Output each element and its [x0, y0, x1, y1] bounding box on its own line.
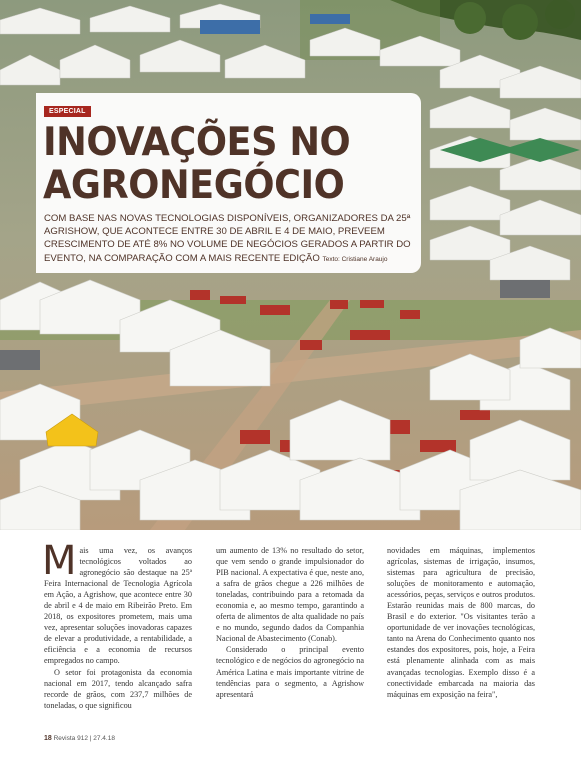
standfirst-text: COM BASE NAS NOVAS TECNOLOGIAS DISPONÍVEIS, ORGANIZADORES DA 25ª AGRISHOW, QUE ACONTECE ENTRE 30 DE ABRIL E 4 DE MAIO, PREVEEM CRESCIMENTO DE ATÉ 8% NO VOLUME DE NEGÓCIOS GERADOS A PARTIR DO EVENTO, NA COMPARAÇÃO COM A MAIS RECENTE EDIÇÃO — [44, 213, 411, 264]
article-column-3 — [387, 545, 535, 700]
article-column-2 — [216, 545, 364, 700]
headline-line-1: INOVAÇÕES NO — [43, 120, 351, 165]
page-number: 18 — [44, 735, 52, 742]
standfirst — [44, 212, 416, 266]
paragraph-text: ais uma vez, os avanços tecnológicos voltados ao agronegócio são destaque na 25ª Feira Internacional de Tecnologia Agrícola em Ação, a Agrishow, que acontece entre 30 de abril e 4 de maio em Ribeirão Preto. Em 2018, os expositores prometem, mais uma vez, apresentar soluções inovadoras capazes de elevar a produtividade, a rentabilidade, a eficiência e a economia de recursos empregados no campo. — [44, 546, 192, 666]
paragraph: novidades em máquinas, implementos agrícolas, sistemas de irrigação, insumos, sistemas para agricultura de precisão, soluções de monitoramento e automação, acessórios, peças, serviços e outros produtos. Estarão reunidas mais de 800 marcas, do Brasil e do exterior. "Os visitantes terão a oportunidade de ver inovações tecnológicas, tanto na Arena do Conhecimento quanto nos estandes dos expositores, pois, hoje, a Feira está plenamente alinhada com as mais avançadas tecnologias. Exemplo disso é a conectividade embarcada na maioria das máquinas em exposição na feira", — [387, 546, 535, 699]
headline — [43, 121, 350, 207]
page-footer — [44, 735, 115, 742]
drop-cap: M — [42, 538, 77, 584]
paragraph: O setor foi protagonista da economia nacional em 2017, tendo alcançado safra recorde de grãos, com 237,7 milhões de toneladas, o que significou — [44, 667, 192, 710]
footer-divider: | — [89, 735, 92, 742]
article-body — [42, 538, 544, 735]
magazine-name: Revista 912 — [53, 735, 88, 742]
article-column-1 — [42, 538, 192, 711]
issue-date: 27.4.18 — [93, 735, 115, 742]
paragraph: um aumento de 13% no resultado do setor, que vem sendo o grande impulsionador do PIB nacional. A expectativa é que, neste ano, a safra de grãos chegue a 226 milhões de toneladas, contribuindo para a retomada da economia e, ao mesmo tempo, garantindo a oferta de alimentos de alta qualidade no país e no mundo, segundo dados da Companhia Nacional de Abastecimento (Conab). — [216, 546, 364, 644]
section-tag: ESPECIAL — [44, 106, 91, 117]
byline: Texto: Cristiane Araujo — [322, 255, 388, 263]
paragraph: Considerado o principal evento tecnológico e de negócios do agronegócio na América Latina e mais importante vitrine de tendências para o segmento, a Agrishow apresentará — [216, 645, 364, 699]
headline-line-2: AGRONEGÓCIO — [43, 163, 345, 208]
paragraph — [42, 538, 192, 667]
